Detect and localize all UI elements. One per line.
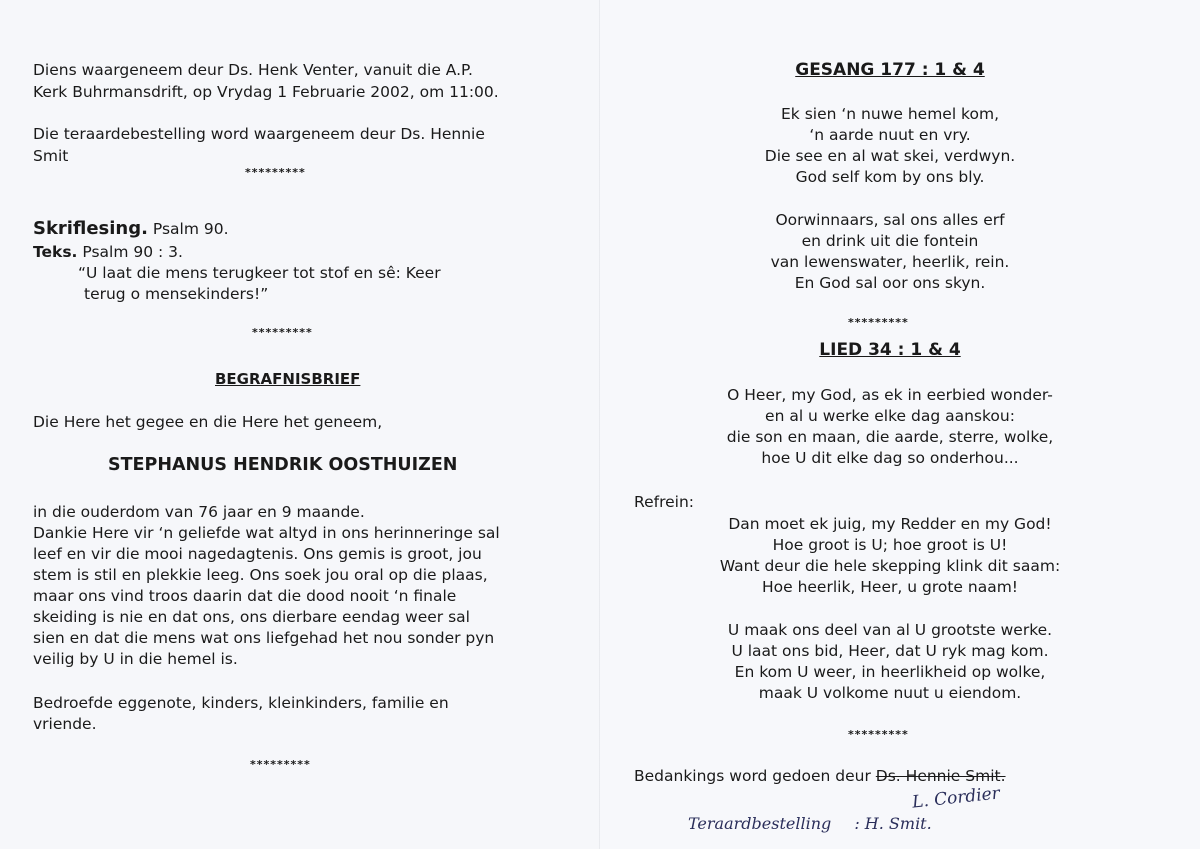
hymn2-v4-line: U laat ons bid, Heer, dat U ryk mag kom. (731, 642, 1049, 660)
hymn1-line: En God sal oor ons skyn. (794, 274, 986, 292)
hymn1-line: Die see en al wat skei, verdwyn. (764, 147, 1016, 165)
hymn2-v4-line: En kom U weer, in heerlikheid op wolke, (734, 663, 1046, 681)
handwritten-note (688, 814, 932, 833)
hymn1-title: GESANG 177 : 1 & 4 (795, 60, 985, 80)
handwritten-note-label: Teraardbestelling (688, 814, 832, 833)
mourners-line-2: vriende. (33, 715, 97, 733)
letter-heading: BEGRAFNISBRIEF (215, 370, 361, 388)
mourners-line-1: Bedroefde eggenote, kinders, kleinkinders, familie en (33, 694, 449, 712)
hymn2-v4-line: maak U volkome nuut u eiendom. (758, 684, 1022, 702)
scripture-line (33, 218, 229, 240)
hymn2-v4-line: U maak ons deel van al U grootste werke. (727, 621, 1053, 639)
right-page (600, 0, 1200, 849)
service-line-1: Diens waargeneem deur Ds. Henk Venter, vanuit die A.P. (33, 61, 473, 79)
body-line: in die ouderdom van 76 jaar en 9 maande. (33, 503, 365, 521)
burial-line-1: Die teraardebestelling word waargeneem deur Ds. Hennie (33, 125, 485, 143)
thanks-line (634, 766, 1006, 787)
body-line: stem is stil en plekkie leeg. Ons soek jou oral op die plaas, (33, 566, 488, 584)
hymn1-line: ‘n aarde nuut en vry. (809, 126, 971, 144)
refrain-line: Dan moet ek juig, my Redder en my God! (728, 515, 1052, 533)
separator: ********* (848, 316, 909, 329)
separator: ********* (252, 326, 313, 339)
thanks-prefix: Bedankings word gedoen deur (634, 767, 871, 785)
handwritten-note-value: : H. Smit. (854, 814, 932, 833)
text-label: Teks. (33, 243, 78, 261)
hymn1-line: God self kom by ons bly. (795, 168, 985, 186)
separator: ********* (245, 166, 306, 179)
refrain-line: Hoe groot is U; hoe groot is U! (772, 536, 1008, 554)
quote-line-1: “U laat die mens terugkeer tot stof en sê: Keer (78, 264, 441, 282)
separator: ********* (848, 728, 909, 741)
body-line: leef en vir die mooi nagedagtenis. Ons gemis is groot, jou (33, 545, 482, 563)
quote-line-2: terug o mensekinders!” (84, 285, 269, 303)
separator: ********* (250, 758, 311, 771)
text-line (33, 242, 183, 263)
burial-line-2: Smit (33, 147, 69, 165)
refrain-label: Refrein: (634, 493, 694, 511)
scripture-label: Skriflesing. (33, 218, 148, 239)
hymn1-line: Ek sien ‘n nuwe hemel kom, (781, 105, 999, 123)
hymn2-line: die son en maan, die aarde, sterre, wolke, (726, 428, 1054, 446)
body-line: Dankie Here vir ‘n geliefde wat altyd in ons herinneringe sal (33, 524, 500, 542)
hymn1-line: van lewenswater, heerlik, rein. (770, 253, 1010, 271)
body-line: skeiding is nie en dat ons, ons dierbare eendag weer sal (33, 608, 470, 626)
deceased-name: STEPHANUS HENDRIK OOSTHUIZEN (108, 455, 458, 475)
hymn2-line: O Heer, my God, as ek in eerbied wonder- (727, 386, 1053, 404)
handwritten-correction: L. Cordier (911, 783, 1001, 813)
body-line: maar ons vind troos daarin dat die dood nooit ‘n finale (33, 587, 457, 605)
hymn2-title: LIED 34 : 1 & 4 (819, 340, 961, 360)
body-line: sien en dat die mens wat ons liefgehad het nou sonder pyn (33, 629, 495, 647)
service-line-2: Kerk Buhrmansdrift, op Vrydag 1 Februarie 2002, om 11:00. (33, 83, 499, 101)
hymn1-line: Oorwinnaars, sal ons alles erf (775, 211, 1005, 229)
hymn1-line: en drink uit die fontein (801, 232, 979, 250)
body-line: veilig by U in die hemel is. (33, 650, 238, 668)
refrain-line: Hoe heerlik, Heer, u grote naam! (761, 578, 1019, 596)
text-value: Psalm 90 : 3. (82, 243, 183, 261)
hymn2-line: en al u werke elke dag aanskou: (765, 407, 1015, 425)
scripture-value: Psalm 90. (152, 220, 229, 238)
hymn2-line: hoe U dit elke dag so onderhou... (761, 449, 1019, 467)
letter-intro: Die Here het gegee en die Here het geneem, (33, 413, 383, 431)
thanks-struck-name: Ds. Hennie Smit. (875, 767, 1006, 785)
refrain-line: Want deur die hele skepping klink dit saam: (719, 557, 1061, 575)
